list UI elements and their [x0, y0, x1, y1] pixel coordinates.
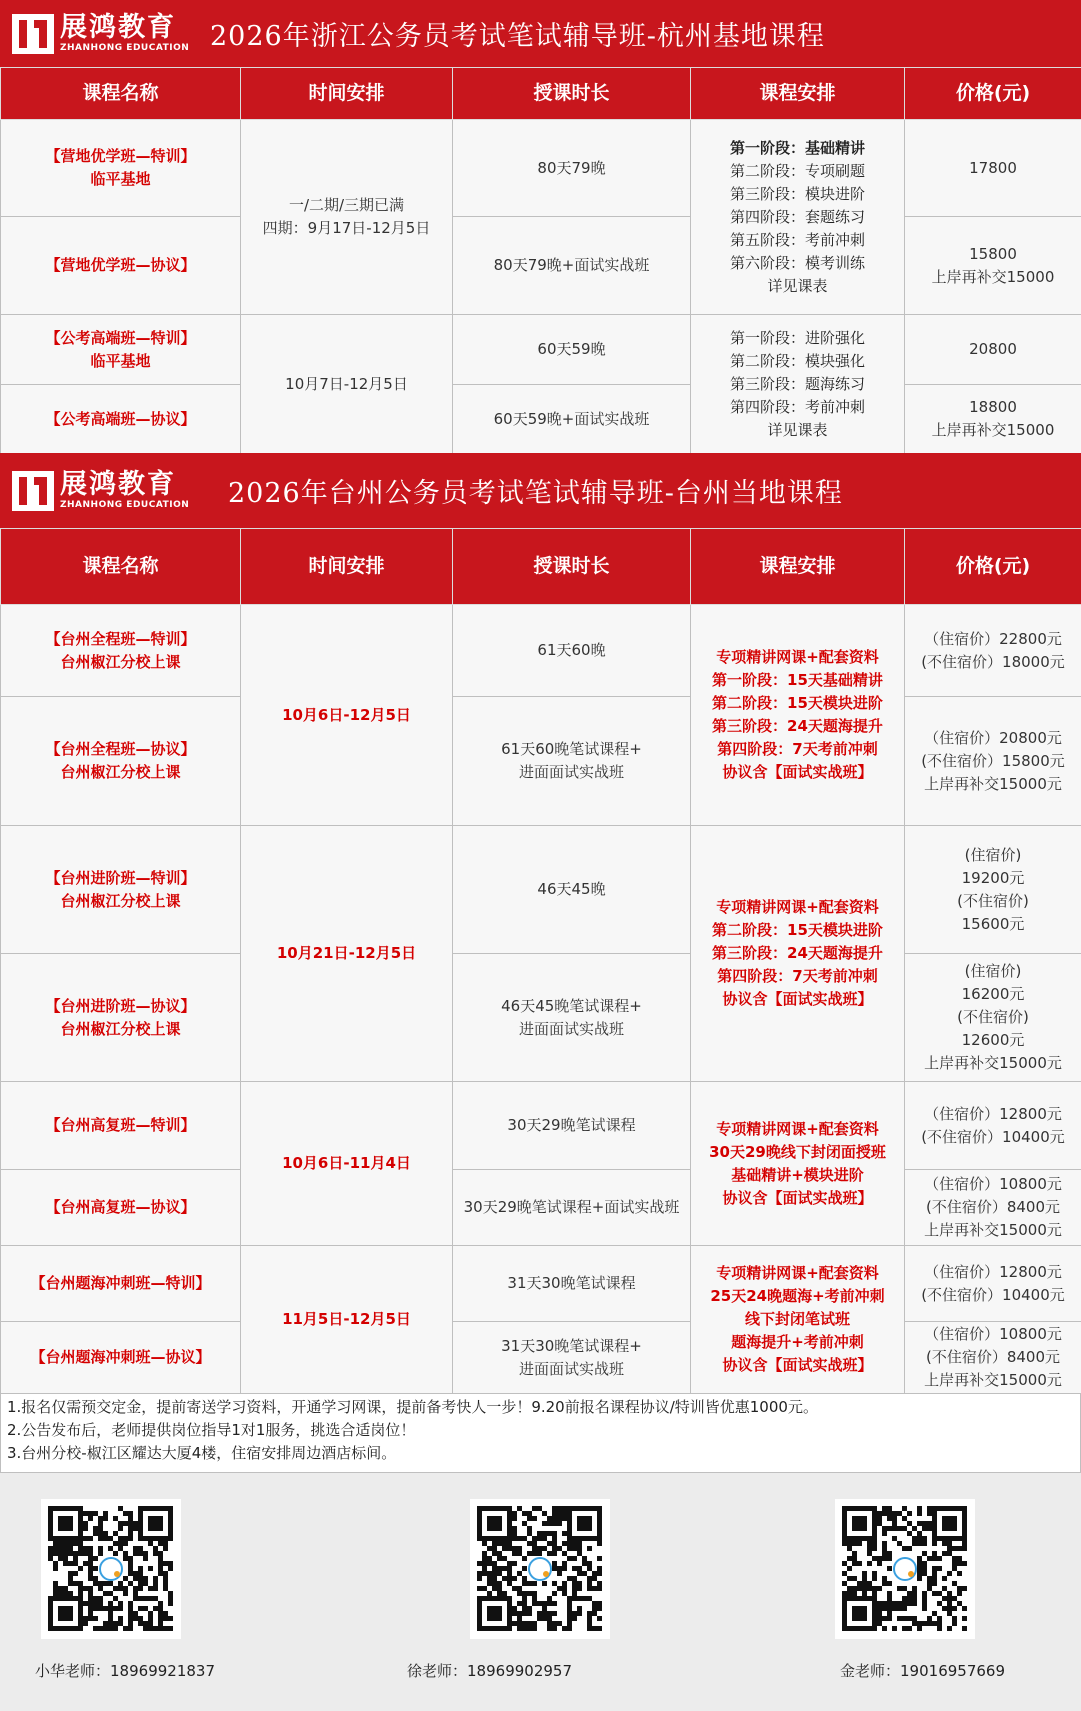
course-name: 【台州全程班—特训】 台州椒江分校上课: [1, 605, 241, 697]
header-price: 价格(元): [905, 68, 1081, 120]
price-cell: （住宿价）10800元 (不住宿价）8400元 上岸再补交15000元: [905, 1170, 1081, 1246]
table-row: [1, 605, 1081, 697]
logo-icon: [12, 14, 54, 54]
duration-cell: 46天45晚: [453, 826, 691, 954]
taizhou-course-table: [0, 528, 1081, 1394]
contact-phone[interactable]: 19016957669: [900, 1662, 1005, 1680]
section1-title: 2026年浙江公务员考试笔试辅导班-杭州基地课程: [210, 21, 825, 52]
price-cell: （住宿价）20800元 (不住宿价）15800元 上岸再补交15000元: [905, 697, 1081, 826]
duration-cell: 31天30晚笔试课程: [453, 1246, 691, 1322]
header-schedule: 时间安排: [241, 529, 453, 605]
table-row: [1, 217, 1081, 315]
course-name: 【公考高端班—协议】: [1, 385, 241, 454]
course-name: 【台州题海冲刺班—特训】: [1, 1246, 241, 1322]
duration-cell: 61天60晚笔试课程+ 进面面试实战班: [453, 697, 691, 826]
schedule-cell: 10月21日-12月5日: [241, 826, 453, 1082]
schedule-cell: 10月6日-11月4日: [241, 1082, 453, 1246]
note-line: 1.报名仅需预交定金，提前寄送学习资料，开通学习网课，提前备考快人一步！9.20前报名课程协议/特训皆优惠1000元。: [7, 1398, 818, 1416]
contact-jin: [840, 1660, 1005, 1681]
price-cell: （住宿价）22800元 (不住宿价）18000元: [905, 605, 1081, 697]
contact-xiaohua: [35, 1660, 215, 1681]
banner-taizhou: [0, 453, 1081, 528]
contact-xu: [407, 1660, 572, 1681]
contact-phone[interactable]: 18969921837: [110, 1662, 215, 1680]
plan-cell: 第一阶段：基础精讲 第二阶段：专项刷题 第三阶段：模块进阶 第四阶段：套题练习 第五阶段：考前冲刺 第六阶段：模考训练 详见课表: [691, 120, 905, 315]
duration-cell: 60天59晚+面试实战班: [453, 385, 691, 454]
plan-cell: 专项精讲网课+配套资料 第二阶段：15天模块进阶 第三阶段：24天题海提升 第四阶段：7天考前冲刺 协议含【面试实战班】: [691, 826, 905, 1082]
price-cell: （住宿价）12800元 (不住宿价）10400元: [905, 1082, 1081, 1170]
table-row: [1, 315, 1081, 385]
price-cell: 20800: [905, 315, 1081, 385]
logo-cn-text: 展鸿教育: [60, 12, 176, 43]
duration-cell: 30天29晚笔试课程+面试实战班: [453, 1170, 691, 1246]
table-row: [1, 954, 1081, 1082]
logo-en-text: ZHANHONG EDUCATION: [60, 500, 190, 510]
course-name: 【台州全程班—协议】 台州椒江分校上课: [1, 697, 241, 826]
plan-cell: 专项精讲网课+配套资料 30天29晚线下封闭面授班 基础精讲+模块进阶 协议含【面试实战班】: [691, 1082, 905, 1246]
duration-cell: 30天29晚笔试课程: [453, 1082, 691, 1170]
banner-hangzhou: [0, 0, 1081, 67]
header-duration: 授课时长: [453, 68, 691, 120]
course-name: 【台州题海冲刺班—协议】: [1, 1322, 241, 1394]
course-name: 【营地优学班—协议】: [1, 217, 241, 315]
table-row: [1, 1246, 1081, 1322]
table-row: [1, 1082, 1081, 1170]
table-header-row: [1, 68, 1081, 120]
section2-title: 2026年台州公务员考试笔试辅导班-台州当地课程: [228, 478, 843, 509]
schedule-cell: 10月7日-12月5日: [241, 315, 453, 454]
hangzhou-course-table: [0, 67, 1081, 454]
duration-cell: 61天60晚: [453, 605, 691, 697]
brand-logo: [12, 14, 189, 54]
duration-cell: 80天79晚: [453, 120, 691, 217]
table-row: [1, 1322, 1081, 1394]
price-cell: 17800: [905, 120, 1081, 217]
table-row: [1, 826, 1081, 954]
plan-cell: 专项精讲网课+配套资料 25天24晚题海+考前冲刺 线下封闭笔试班 题海提升+考前冲刺 协议含【面试实战班】: [691, 1246, 905, 1394]
contact-phone[interactable]: 18969902957: [467, 1662, 572, 1680]
course-name: 【台州高复班—协议】: [1, 1170, 241, 1246]
note-line: 3.台州分校-椒江区耀达大厦4楼，住宿安排周边酒店标间。: [7, 1444, 397, 1462]
plan-cell: 第一阶段：进阶强化 第二阶段：模块强化 第三阶段：题海练习 第四阶段：考前冲刺 详见课表: [691, 315, 905, 454]
header-price: 价格(元): [905, 529, 1081, 605]
price-cell: (住宿价) 16200元 (不住宿价) 12600元 上岸再补交15000元: [905, 954, 1081, 1082]
header-course-name: 课程名称: [1, 529, 241, 605]
contact-label: 小华老师：: [35, 1662, 111, 1680]
course-name: 【公考高端班—特训】 临平基地: [1, 315, 241, 385]
table-row: [1, 697, 1081, 826]
price-cell: (住宿价) 19200元 (不住宿价) 15600元: [905, 826, 1081, 954]
course-name: 【台州进阶班—特训】 台州椒江分校上课: [1, 826, 241, 954]
schedule-cell: 一/二期/三期已满 四期：9月17日-12月5日: [241, 120, 453, 315]
logo-en-text: ZHANHONG EDUCATION: [60, 43, 190, 53]
header-schedule: 时间安排: [241, 68, 453, 120]
header-duration: 授课时长: [453, 529, 691, 605]
course-name: 【营地优学班—特训】 临平基地: [1, 120, 241, 217]
duration-cell: 80天79晚+面试实战班: [453, 217, 691, 315]
qr-code-icon[interactable]: [41, 1499, 181, 1639]
duration-cell: 31天30晚笔试课程+ 进面面试实战班: [453, 1322, 691, 1394]
logo-icon: [12, 471, 54, 511]
contact-label: 金老师：: [840, 1662, 901, 1680]
logo-cn-text: 展鸿教育: [60, 469, 176, 500]
duration-cell: 46天45晚笔试课程+ 进面面试实战班: [453, 954, 691, 1082]
qr-code-icon[interactable]: [835, 1499, 975, 1639]
table-header-row: [1, 529, 1081, 605]
plan-cell: 专项精讲网课+配套资料 第一阶段：15天基础精讲 第二阶段：15天模块进阶 第三阶段：24天题海提升 第四阶段：7天考前冲刺 协议含【面试实战班】: [691, 605, 905, 826]
note-line: 2.公告发布后，老师提供岗位指导1对1服务，挑选合适岗位！: [7, 1421, 416, 1439]
header-course-name: 课程名称: [1, 68, 241, 120]
price-cell: （住宿价）10800元 (不住宿价）8400元 上岸再补交15000元: [905, 1322, 1081, 1394]
duration-cell: 60天59晚: [453, 315, 691, 385]
header-plan: 课程安排: [691, 529, 905, 605]
table-row: [1, 120, 1081, 217]
course-name: 【台州进阶班—协议】 台州椒江分校上课: [1, 954, 241, 1082]
price-cell: （住宿价）12800元 (不住宿价）10400元: [905, 1246, 1081, 1322]
notes-box: [0, 1393, 1081, 1473]
qr-code-icon[interactable]: [470, 1499, 610, 1639]
course-name: 【台州高复班—特训】: [1, 1082, 241, 1170]
schedule-cell: 11月5日-12月5日: [241, 1246, 453, 1394]
schedule-cell: 10月6日-12月5日: [241, 605, 453, 826]
table-row: [1, 385, 1081, 454]
contact-label: 徐老师：: [407, 1662, 468, 1680]
price-cell: 15800 上岸再补交15000: [905, 217, 1081, 315]
contact-area: [0, 1473, 1081, 1711]
price-cell: 18800 上岸再补交15000: [905, 385, 1081, 454]
table-row: [1, 1170, 1081, 1246]
brand-logo: [12, 471, 189, 511]
header-plan: 课程安排: [691, 68, 905, 120]
